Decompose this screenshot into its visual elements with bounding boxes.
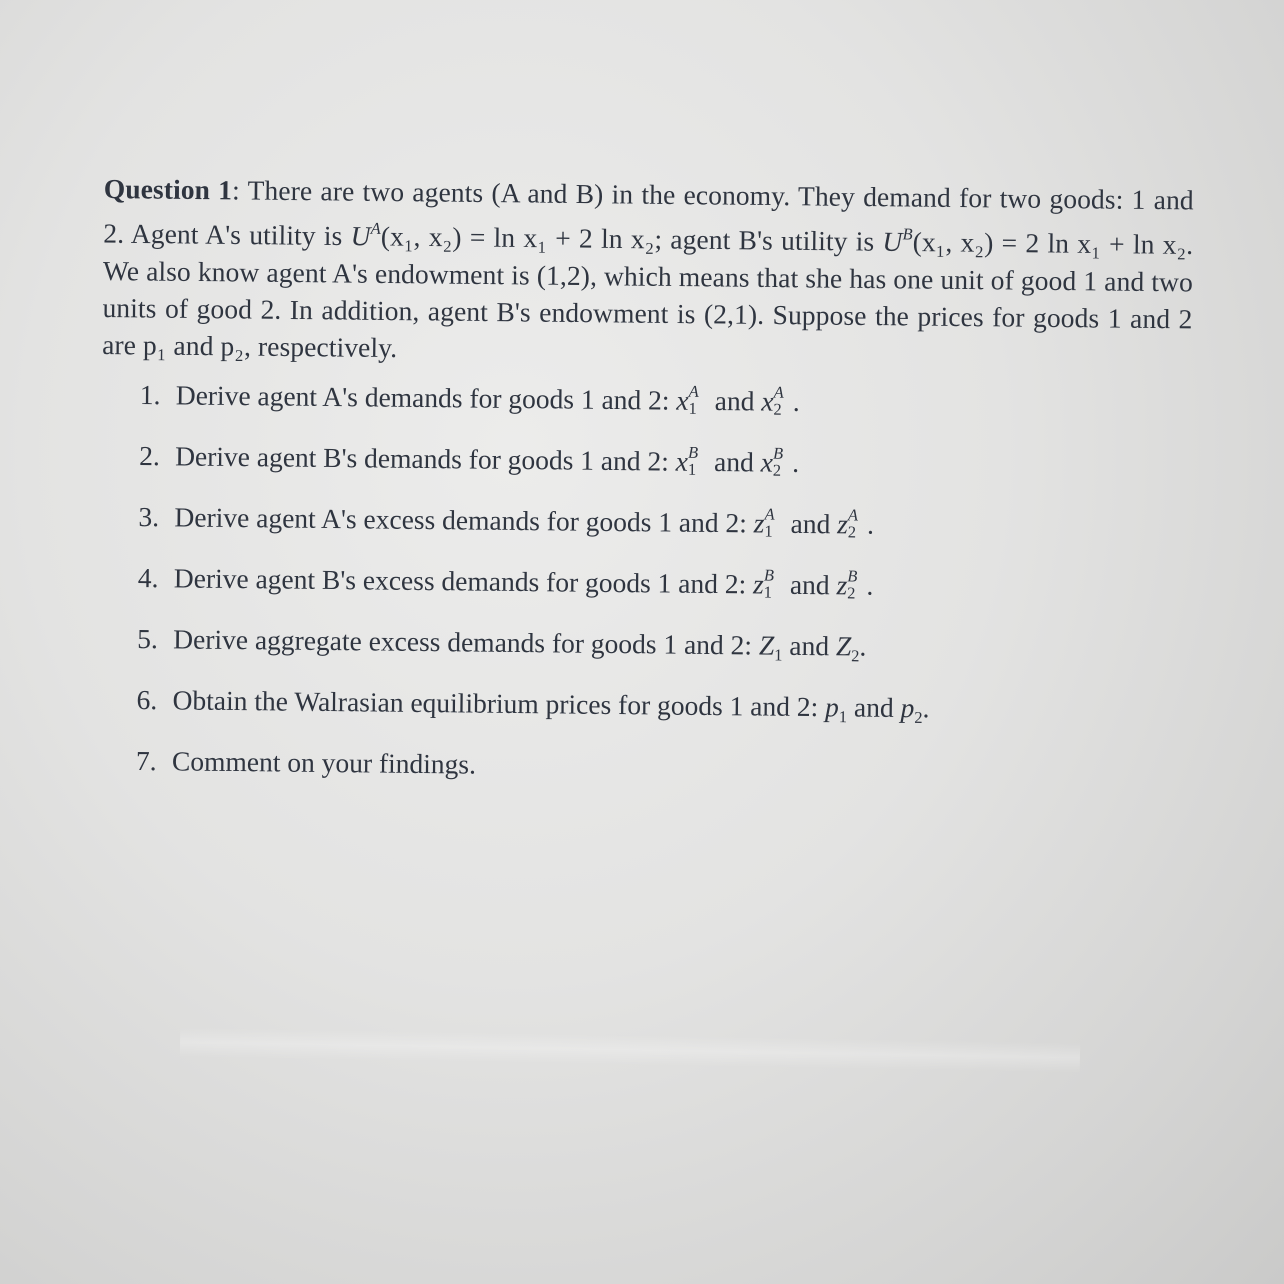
task-number: 1.: [139, 378, 161, 411]
utility-b-symbol: U: [882, 225, 903, 257]
task-number: 7.: [135, 744, 157, 777]
task-var-2: x: [761, 385, 774, 417]
question-paragraph: [102, 170, 1194, 374]
task-var-2-sub: 2: [851, 646, 860, 666]
task-item: [139, 437, 1140, 508]
paper-fold: [180, 1027, 1080, 1073]
task-end: .: [859, 630, 867, 662]
task-and: and: [782, 568, 837, 601]
task-var-2: Z: [835, 630, 852, 662]
task-end: .: [866, 508, 875, 540]
task-item: [137, 559, 1138, 630]
task-var-2-sub: 2: [914, 707, 923, 727]
task-var-1-sup: A: [764, 504, 775, 525]
task-var-1: p: [824, 691, 840, 723]
utility-a-symbol: U: [350, 220, 371, 252]
task-and: and: [783, 507, 838, 540]
task-var-2-sub: 2: [772, 460, 782, 480]
task-number: 6.: [136, 683, 158, 716]
task-var-1-sub: 1: [774, 645, 783, 665]
utility-b-formula: (x₁, x₂) = 2 ln x₁ + ln x₂: [912, 226, 1187, 260]
question-intro: : There are two agents (A and B) in the economy. They demand for two goods: 1 and 2. Agent A's utility is: [103, 174, 1194, 252]
task-item: [139, 376, 1140, 447]
task-text: Comment on your findings.: [171, 745, 477, 780]
task-var-1-sub: 1: [688, 398, 697, 418]
question-mid: ; agent B's utility is: [654, 223, 883, 257]
task-number: 4.: [137, 561, 159, 594]
task-var-2-sup: B: [772, 444, 784, 464]
task-var-1-sub: 1: [763, 582, 773, 602]
question-rest: . We also know agent A's endowment is (1,2), which means that she has one unit of good 1 and two units of good 2. In addition, agent B's endowment is (2,1). Suppose the prices for goods 1 and 2 are p₁ and p₂, respectively.: [102, 228, 1194, 363]
task-var-2-sub: 2: [847, 583, 856, 603]
task-number: 5.: [137, 622, 159, 655]
task-and: and: [707, 445, 761, 478]
task-var-2-sup: B: [847, 566, 858, 586]
task-var-1: Z: [758, 629, 775, 661]
task-end: .: [792, 446, 800, 478]
task-item: [136, 742, 1137, 813]
utility-a-superscript: A: [370, 218, 382, 238]
task-var-1: z: [752, 568, 764, 600]
task-var-2: z: [836, 569, 848, 601]
task-end: .: [792, 385, 800, 417]
task-number: 3.: [138, 500, 160, 533]
task-var-1-sup: A: [688, 382, 699, 402]
task-var-1: x: [676, 384, 689, 416]
task-text: Derive aggregate excess demands for goods 1 and 2:: [173, 623, 760, 661]
task-var-2: x: [760, 446, 774, 478]
question-label: Question 1: [103, 172, 233, 206]
task-end: .: [866, 569, 874, 601]
task-var-1-sub: 1: [838, 707, 848, 727]
task-var-1-sup: B: [763, 565, 775, 586]
task-var-2: p: [900, 691, 915, 724]
task-end: .: [922, 692, 930, 724]
task-list: [136, 376, 1140, 813]
task-item: [138, 498, 1139, 569]
task-var-1-sup: B: [687, 443, 699, 463]
task-item: [136, 681, 1137, 752]
task-text: Obtain the Walrasian equilibrium prices for goods 1 and 2:: [172, 684, 826, 723]
task-and: and: [846, 691, 901, 723]
task-var-1: x: [675, 445, 689, 477]
utility-a-formula: (x₁, x₂) = ln x₁ + 2 ln x₂: [380, 220, 655, 255]
task-var-2: z: [837, 508, 849, 540]
task-var-1-sub: 1: [764, 521, 773, 541]
task-and: and: [782, 629, 837, 662]
task-text: Derive agent A's demands for goods 1 and 2:: [175, 379, 677, 416]
task-var-2-sub: 2: [847, 522, 857, 542]
task-var-2-sup: A: [847, 505, 859, 525]
utility-b-superscript: B: [902, 224, 913, 244]
task-var-1: z: [753, 507, 765, 539]
task-item: [137, 620, 1138, 691]
task-and: and: [707, 384, 762, 417]
task-number: 2.: [139, 439, 160, 472]
task-var-2-sup: A: [773, 383, 784, 403]
task-var-1-sub: 1: [687, 459, 697, 479]
task-text: Derive agent B's demands for goods 1 and 2:: [175, 440, 676, 477]
task-text: Derive agent B's excess demands for goods 1 and 2:: [173, 562, 754, 600]
task-text: Derive agent A's excess demands for goods 1 and 2:: [174, 501, 754, 539]
task-var-2-sub: 2: [773, 399, 782, 419]
